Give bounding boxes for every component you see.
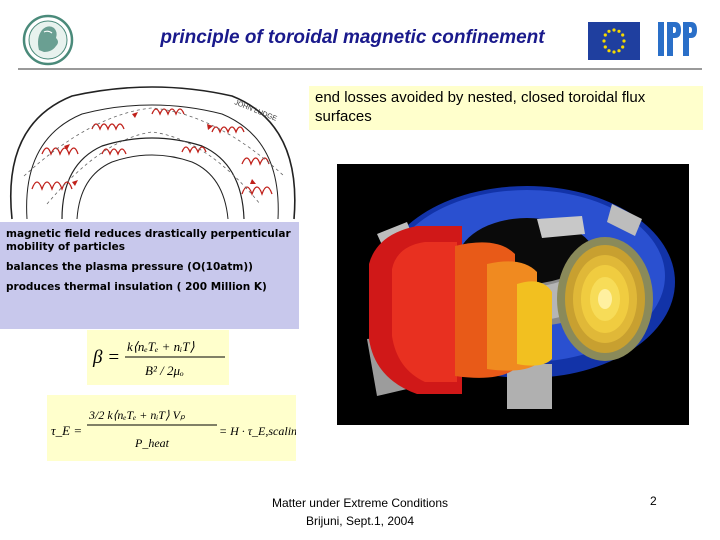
footer-event: Matter under Extreme Conditions xyxy=(271,496,449,510)
page-number: 2 xyxy=(650,494,657,508)
point-pressure: balances the plasma pressure (O(10atm)) xyxy=(6,261,253,273)
ipp-logo xyxy=(655,18,699,60)
confinement-points xyxy=(0,222,299,329)
beta-numerator: k⟨nₑTₑ + nᵢT⟩ xyxy=(127,339,195,354)
torus-sketch xyxy=(2,84,302,224)
tau-rhs: = H · τ_E,scaling xyxy=(219,424,296,438)
confinement-time-equation xyxy=(47,395,296,461)
point-insulation: produces thermal insulation ( 200 Million K) xyxy=(6,281,267,293)
torus-cutaway-image xyxy=(337,164,689,425)
tau-numerator: 3/2 k⟨nₑTₑ + nᵢT⟩ Vₚ xyxy=(89,408,186,422)
beta-lhs: β = xyxy=(93,347,121,368)
point-mobility: magnetic field reduces drastically perpenticular mobility of particles xyxy=(6,228,291,253)
slide-title: principle of toroidal magnetic confinement xyxy=(160,27,545,48)
slide-footer xyxy=(250,494,470,530)
footer-place-date: Brijuni, Sept.1, 2004 xyxy=(305,514,415,528)
max-planck-logo xyxy=(22,14,74,66)
beta-denominator: B² / 2μₒ xyxy=(145,363,184,378)
header-divider xyxy=(18,68,702,70)
beta-equation xyxy=(87,330,229,385)
sketch-signature: JOHN LUDGE xyxy=(233,99,278,123)
tau-lhs: τ_E = xyxy=(51,423,83,438)
flux-surfaces-callout: end losses avoided by nested, closed toroidal flux surfaces xyxy=(309,86,703,130)
tau-denominator: P_heat xyxy=(135,436,169,450)
eu-flag-logo xyxy=(588,22,640,60)
